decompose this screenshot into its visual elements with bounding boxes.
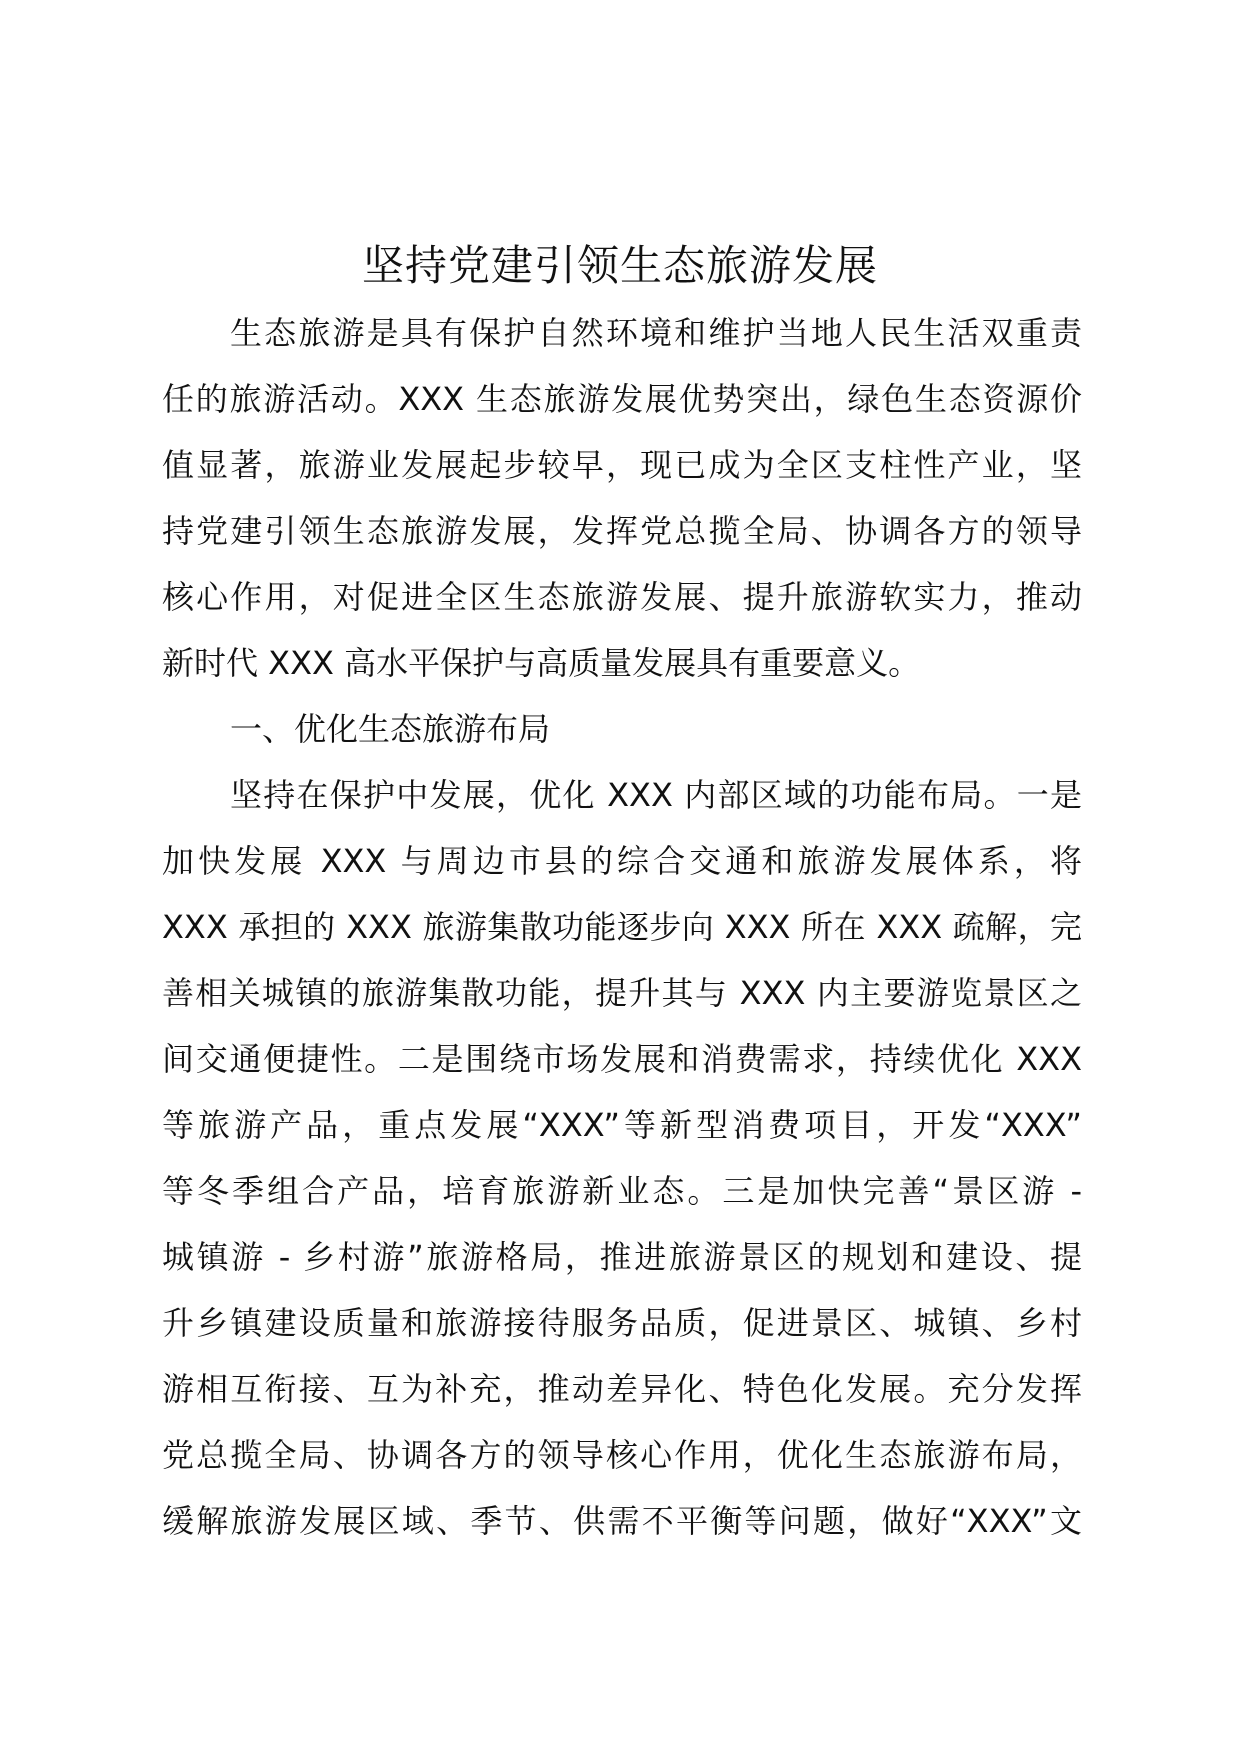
- intro-line: 新时代 XXX 高水平保护与高质量发展具有重要意义。: [162, 644, 921, 682]
- intro-line: 核心作用，对促进全区生态旅游发展、提升旅游软实力，推动: [162, 578, 1082, 616]
- section-line: 等冬季组合产品，培育旅游新业态。三是加快完善“景区游 -: [162, 1172, 1082, 1210]
- section-line: 加快发展 XXX 与周边市县的综合交通和旅游发展体系，将: [162, 842, 1082, 880]
- section-line: 坚持在保护中发展，优化 XXX 内部区域的功能布局。一是: [230, 776, 1082, 814]
- intro-line: 值显著，旅游业发展起步较早，现已成为全区支柱性产业，坚: [162, 446, 1082, 484]
- section-line: 等旅游产品，重点发展“XXX”等新型消费项目，开发“XXX”: [162, 1106, 1082, 1144]
- intro-line: 任的旅游活动。XXX 生态旅游发展优势突出，绿色生态资源价: [162, 380, 1082, 418]
- intro-line: 生态旅游是具有保护自然环境和维护当地人民生活双重责: [230, 314, 1082, 352]
- section-line: XXX 承担的 XXX 旅游集散功能逐步向 XXX 所在 XXX 疏解，完: [162, 908, 1082, 946]
- section-line: 善相关城镇的旅游集散功能，提升其与 XXX 内主要游览景区之: [162, 974, 1082, 1012]
- section-line: 间交通便捷性。二是围绕市场发展和消费需求，持续优化 XXX: [162, 1040, 1082, 1078]
- document-body: [162, 300, 1082, 1554]
- intro-line: 持党建引领生态旅游发展，发挥党总揽全局、协调各方的领导: [162, 512, 1082, 550]
- section-line: 缓解旅游发展区域、季节、供需不平衡等问题，做好“XXX”文: [162, 1502, 1082, 1540]
- section-line: 升乡镇建设质量和旅游接待服务品质，促进景区、城镇、乡村: [162, 1304, 1082, 1342]
- section-line: 城镇游 - 乡村游”旅游格局，推进旅游景区的规划和建设、提: [162, 1238, 1082, 1276]
- document-title: 坚持党建引领生态旅游发展: [361, 241, 878, 290]
- section-line: 游相互衔接、互为补充，推动差异化、特色化发展。充分发挥: [162, 1370, 1082, 1408]
- section-heading: 一、优化生态旅游布局: [230, 710, 551, 748]
- section-line: 党总揽全局、协调各方的领导核心作用，优化生态旅游布局，: [162, 1436, 1082, 1474]
